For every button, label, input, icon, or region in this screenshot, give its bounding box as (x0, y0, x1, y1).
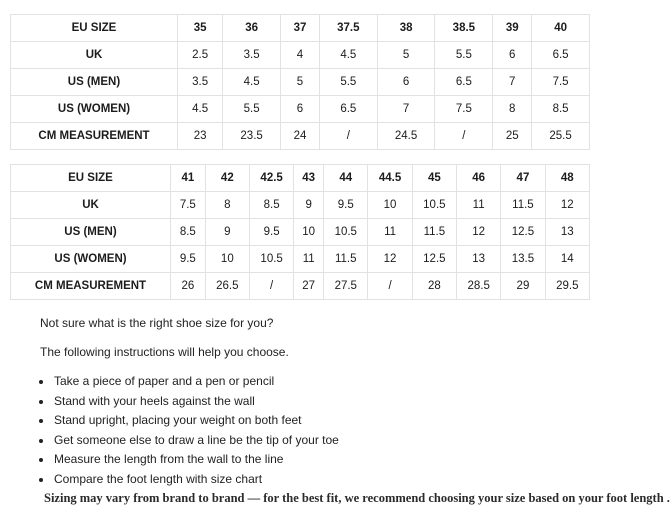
sizing-disclaimer: Sizing may vary from brand to brand — for the best fit, we recommend choosing your size based on your foot length . (44, 491, 670, 505)
size-value-cell: 9 (205, 219, 249, 246)
size-value-cell: 9 (294, 192, 324, 219)
size-value-cell: 5 (377, 42, 435, 69)
size-value-cell: 41 (171, 165, 206, 192)
size-value-cell: 11 (294, 246, 324, 273)
size-value-cell: 46 (457, 165, 501, 192)
size-value-cell: 10.5 (324, 219, 368, 246)
size-value-cell: 2.5 (178, 42, 223, 69)
size-value-cell: 13 (457, 246, 501, 273)
intro-instructions: The following instructions will help you choose. (40, 345, 289, 359)
measuring-step-item: • Get someone else to draw a line be the tip of your toe (53, 433, 570, 448)
size-value-cell: 4 (281, 42, 320, 69)
table-row (11, 15, 590, 42)
size-value-cell: 37.5 (319, 15, 377, 42)
size-value-cell: 8.5 (532, 96, 590, 123)
size-value-cell: 9.5 (324, 192, 368, 219)
row-label-cell: EU SIZE (11, 165, 171, 192)
row-label-cell: US (MEN) (11, 69, 178, 96)
size-value-cell: 45 (412, 165, 456, 192)
size-value-cell: 8 (493, 96, 532, 123)
size-value-cell: 7.5 (171, 192, 206, 219)
size-value-cell: 6.5 (319, 96, 377, 123)
measuring-steps-list (40, 374, 570, 487)
size-value-cell: 11 (368, 219, 412, 246)
table-row (11, 165, 590, 192)
size-value-cell: / (368, 273, 412, 300)
size-value-cell: 26 (171, 273, 206, 300)
size-value-cell: 11.5 (324, 246, 368, 273)
size-value-cell: 42.5 (249, 165, 293, 192)
size-value-cell: 8.5 (249, 192, 293, 219)
measuring-step-item: • Measure the length from the wall to the line (53, 452, 570, 467)
size-value-cell: 29 (501, 273, 545, 300)
measuring-step-item: • Take a piece of paper and a pen or pencil (53, 374, 570, 389)
row-label-cell: US (WOMEN) (11, 246, 171, 273)
size-value-cell: 44 (324, 165, 368, 192)
size-value-cell: 27.5 (324, 273, 368, 300)
size-value-cell: 12 (368, 246, 412, 273)
row-label-cell: US (WOMEN) (11, 96, 178, 123)
size-value-cell: 5.5 (223, 96, 281, 123)
size-value-cell: 24.5 (377, 123, 435, 150)
size-value-cell: 12.5 (501, 219, 545, 246)
size-value-cell: 10 (368, 192, 412, 219)
size-value-cell: 3.5 (178, 69, 223, 96)
size-value-cell: 40 (532, 15, 590, 42)
size-value-cell: 7 (377, 96, 435, 123)
size-value-cell: 44.5 (368, 165, 412, 192)
table-row (11, 273, 590, 300)
row-label-cell: UK (11, 192, 171, 219)
size-value-cell: 37 (281, 15, 320, 42)
size-value-cell: 42 (205, 165, 249, 192)
size-value-cell: 28.5 (457, 273, 501, 300)
size-value-cell: 5 (281, 69, 320, 96)
size-value-cell: 6.5 (532, 42, 590, 69)
measuring-step-item: • Compare the foot length with size chart (53, 472, 570, 487)
size-value-cell: 38 (377, 15, 435, 42)
row-label-cell: CM MEASUREMENT (11, 273, 171, 300)
size-value-cell: 23.5 (223, 123, 281, 150)
size-value-cell: 38.5 (435, 15, 493, 42)
size-value-cell: 10 (294, 219, 324, 246)
size-value-cell: 35 (178, 15, 223, 42)
size-value-cell: 4.5 (223, 69, 281, 96)
size-value-cell: 11.5 (412, 219, 456, 246)
size-chart-table-eu-41-48 (10, 164, 590, 300)
size-value-cell: 11.5 (501, 192, 545, 219)
table-row (11, 96, 590, 123)
table-row (11, 123, 590, 150)
size-value-cell: 13.5 (501, 246, 545, 273)
size-value-cell: 25 (493, 123, 532, 150)
size-value-cell: 24 (281, 123, 320, 150)
size-value-cell: / (435, 123, 493, 150)
size-value-cell: 5.5 (319, 69, 377, 96)
table-row (11, 42, 590, 69)
size-value-cell: / (319, 123, 377, 150)
size-value-cell: 26.5 (205, 273, 249, 300)
row-label-cell: CM MEASUREMENT (11, 123, 178, 150)
size-value-cell: 10 (205, 246, 249, 273)
table-row (11, 219, 590, 246)
sizing-guide (40, 316, 670, 507)
size-value-cell: 5.5 (435, 42, 493, 69)
table-row (11, 69, 590, 96)
size-value-cell: 13 (545, 219, 589, 246)
measuring-step-item: • Stand upright, placing your weight on both feet (53, 413, 570, 428)
size-value-cell: 7.5 (435, 96, 493, 123)
size-value-cell: 10.5 (249, 246, 293, 273)
size-value-cell: 25.5 (532, 123, 590, 150)
table-row (11, 192, 590, 219)
row-label-cell: UK (11, 42, 178, 69)
size-chart-table-eu-35-40 (10, 14, 590, 150)
size-value-cell: 6.5 (435, 69, 493, 96)
size-value-cell: 47 (501, 165, 545, 192)
size-value-cell: 6 (281, 96, 320, 123)
size-value-cell: 27 (294, 273, 324, 300)
size-value-cell: 10.5 (412, 192, 456, 219)
table-row (11, 246, 590, 273)
size-value-cell: 6 (493, 42, 532, 69)
size-value-cell: 36 (223, 15, 281, 42)
row-label-cell: EU SIZE (11, 15, 178, 42)
size-value-cell: 12 (457, 219, 501, 246)
size-value-cell: 7 (493, 69, 532, 96)
size-value-cell: 12 (545, 192, 589, 219)
size-value-cell: 28 (412, 273, 456, 300)
row-label-cell: US (MEN) (11, 219, 171, 246)
size-value-cell: 8.5 (171, 219, 206, 246)
size-value-cell: 23 (178, 123, 223, 150)
size-value-cell: 14 (545, 246, 589, 273)
measuring-step-item: • Stand with your heels against the wall (53, 394, 570, 409)
size-value-cell: 9.5 (249, 219, 293, 246)
size-value-cell: 4.5 (178, 96, 223, 123)
size-value-cell: 9.5 (171, 246, 206, 273)
size-value-cell: 8 (205, 192, 249, 219)
size-value-cell: 7.5 (532, 69, 590, 96)
size-value-cell: 43 (294, 165, 324, 192)
size-value-cell: 6 (377, 69, 435, 96)
size-value-cell: / (249, 273, 293, 300)
size-value-cell: 48 (545, 165, 589, 192)
size-value-cell: 39 (493, 15, 532, 42)
intro-question: Not sure what is the right shoe size for you? (40, 316, 274, 330)
size-value-cell: 11 (457, 192, 501, 219)
size-value-cell: 12.5 (412, 246, 456, 273)
size-value-cell: 4.5 (319, 42, 377, 69)
size-value-cell: 29.5 (545, 273, 589, 300)
size-value-cell: 3.5 (223, 42, 281, 69)
